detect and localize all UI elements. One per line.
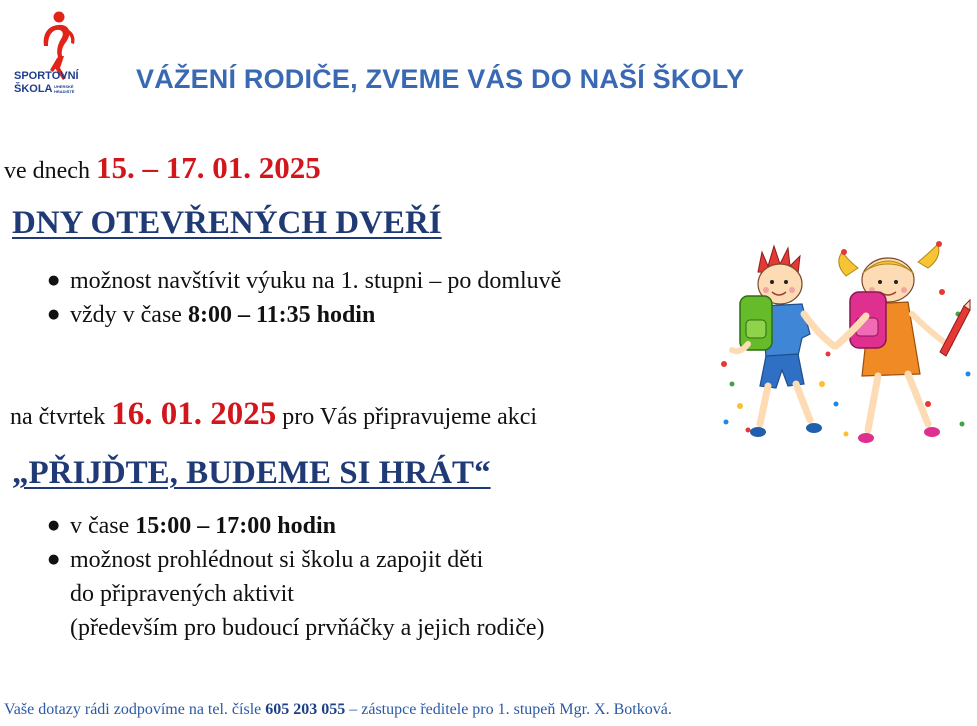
section2-bullet2-line3: (především pro budoucí prvňáčky a jejich rodiče) xyxy=(70,615,545,641)
section1-bullet1: možnost navštívit výuku na 1. stupni – po domluvě xyxy=(70,268,562,294)
section2-intro: na čtvrtek xyxy=(10,404,106,430)
footer-prefix: Vaše dotazy rádi zodpovíme na tel. čísle xyxy=(4,701,262,718)
list-item xyxy=(48,543,545,645)
logo-town: UHERSKÉ HRADIŠTĚ xyxy=(54,84,75,94)
section1-bullet-list xyxy=(48,264,561,332)
section2-bullet1-time: 15:00 – 17:00 hodin xyxy=(135,513,336,539)
footer-suffix: – zástupce ředitele pro 1. stupeň Mgr. X. Botková. xyxy=(349,701,672,718)
section2-intro-suffix: pro Vás připravujeme akci xyxy=(282,404,538,430)
section2-date: 16. 01. 2025 xyxy=(111,396,277,432)
section1-date: 15. – 17. 01. 2025 xyxy=(95,150,321,185)
school-logo xyxy=(14,6,98,102)
children-with-backpacks-icon xyxy=(718,234,976,450)
footer-phone: 605 203 055 xyxy=(265,701,346,718)
section2-heading xyxy=(12,455,491,492)
section1-heading-text: DNY OTEVŘENÝCH DVEŘÍ xyxy=(12,205,442,241)
section2-bullet2-line2: do připravených aktivit xyxy=(70,581,294,607)
section1-bullet2-prefix: vždy v čase xyxy=(70,302,182,328)
list-item xyxy=(48,264,561,298)
section2-bullet-list xyxy=(48,509,545,645)
page-title: VÁŽENÍ RODIČE, ZVEME VÁS DO NAŠÍ ŠKOLY xyxy=(136,64,745,94)
section1-heading xyxy=(12,205,442,242)
section2-heading-text: „PŘIJĎTE, BUDEME SI HRÁT“ xyxy=(12,455,491,491)
list-item xyxy=(48,509,545,543)
section1-intro: ve dnech xyxy=(4,158,90,184)
logo-line1: SPORTOVNÍ xyxy=(14,70,79,82)
section1-intro-line xyxy=(4,150,321,186)
footer-contact xyxy=(4,701,672,719)
section2-bullet1-prefix: v čase xyxy=(70,513,130,539)
section1-bullet2-time: 8:00 – 11:35 hodin xyxy=(187,302,376,328)
logo-line2: ŠKOLA xyxy=(14,83,53,95)
section2-intro-line xyxy=(10,396,537,433)
children-illustration xyxy=(718,234,976,450)
section2-bullet2-line1: ● možnost prohlédnout si školu a zapojit děti xyxy=(70,547,484,573)
list-item xyxy=(48,298,561,332)
